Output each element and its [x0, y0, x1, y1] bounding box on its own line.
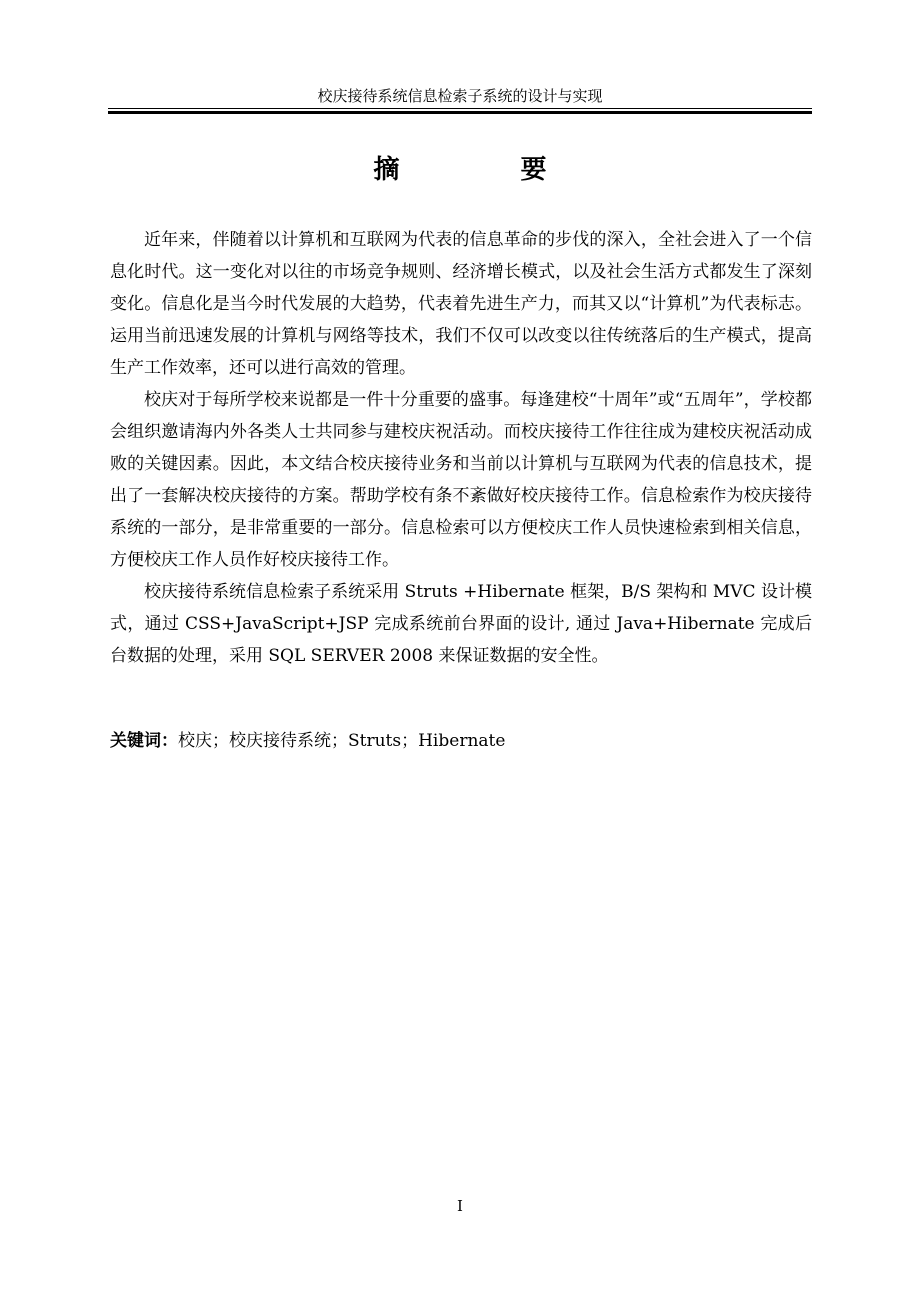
abstract-body: [110, 224, 812, 672]
page-number: I: [457, 1197, 463, 1215]
keywords-label: 关键词：: [110, 731, 178, 751]
abstract-paragraph: 校庆接待系统信息检索子系统采用 Struts +Hibernate 框架，B/S 架构和 MVC 设计模式，通过 CSS+JavaScript+JSP 完成系统前台界面的设计, 通过 Java+Hibernate 完成后台数据的处理，采用 SQL SERVER 2008 来保证数据的安全性。: [110, 582, 812, 666]
header-rule-thick: [108, 111, 812, 114]
abstract-paragraph: 校庆对于每所学校来说都是一件十分重要的盛事。每逢建校“十周年”或“五周年”，学校都会组织邀请海内外各类人士共同参与建校庆祝活动。而校庆接待工作往往成为建校庆祝活动成败的关键因素。因此，本文结合校庆接待业务和当前以计算机与互联网为代表的信息技术，提出了一套解决校庆接待的方案。帮助学校有条不紊做好校庆接待工作。信息检索作为校庆接待系统的一部分，是非常重要的一部分。信息检索可以方便校庆工作人员快速检索到相关信息，方便校庆工作人员作好校庆接待工作。: [110, 390, 812, 570]
abstract-paragraph: 近年来，伴随着以计算机和互联网为代表的信息革命的步伐的深入，全社会进入了一个信息化时代。这一变化对以往的市场竞争规则、经济增长模式，以及社会生活方式都发生了深刻变化。信息化是当今时代发展的大趋势，代表着先进生产力，而其又以“计算机”为代表标志。运用当前迅速发展的计算机与网络等技术，我们不仅可以改变以往传统落后的生产模式，提高生产工作效率，还可以进行高效的管理。: [110, 230, 812, 378]
keywords-text: 校庆；校庆接待系统；Struts；Hibernate: [178, 731, 506, 751]
header-rule-thin: [108, 108, 812, 109]
abstract-heading: 摘 要: [373, 155, 603, 185]
keywords-line: [110, 728, 812, 754]
running-header: 校庆接待系统信息检索子系统的设计与实现: [317, 87, 603, 105]
